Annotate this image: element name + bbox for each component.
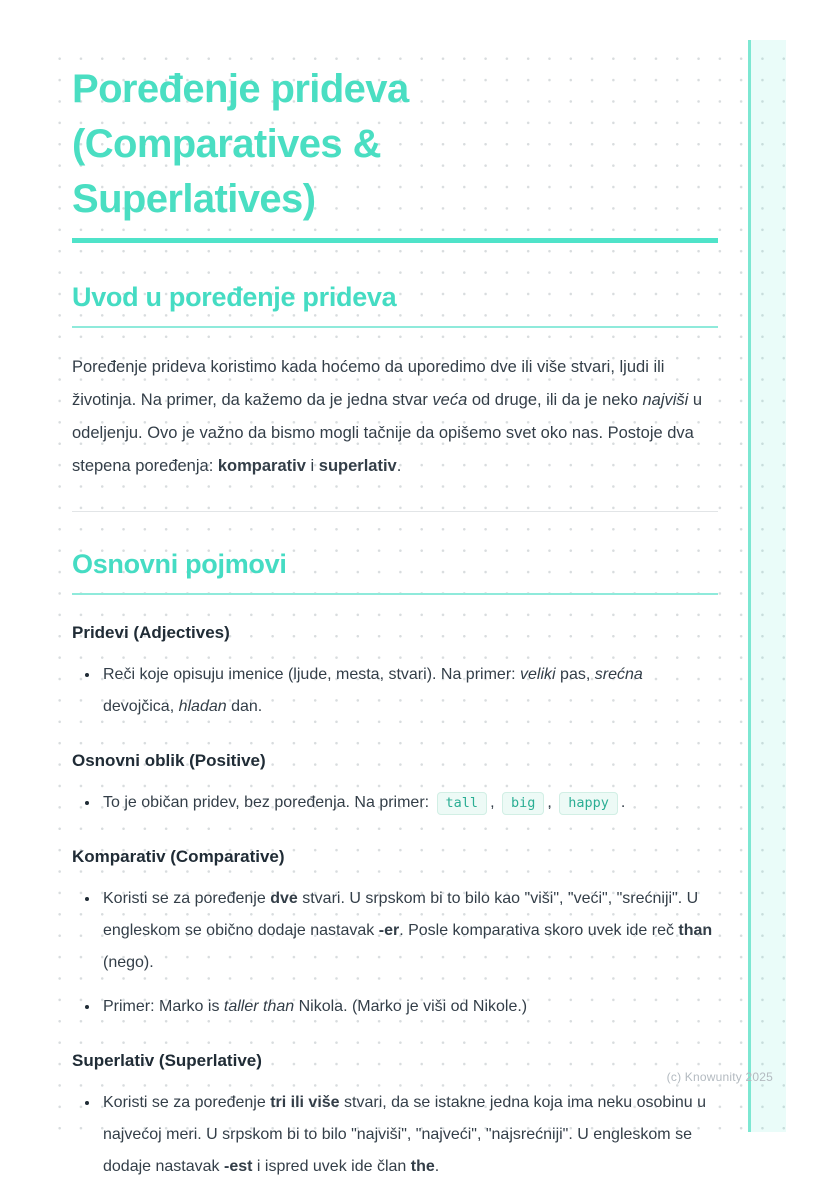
code-badge: big	[502, 792, 544, 815]
margin-line	[748, 40, 751, 1132]
text-run: the	[410, 1158, 435, 1175]
bullet-list	[72, 883, 718, 1023]
text-run: Koristi se za poređenje	[103, 890, 271, 907]
text-run: veliki	[520, 666, 556, 683]
text-run: Reči koje opisuju imenice (ljude, mesta, stvari). Na primer:	[103, 666, 521, 683]
code-badge: tall	[437, 792, 488, 815]
text-run: i ispred uvek ide član	[252, 1158, 411, 1175]
sub-heading: Superlativ (Superlative)	[72, 1051, 262, 1070]
copyright: (c) Knowunity 2025	[666, 1070, 773, 1084]
text-run: .	[620, 794, 626, 811]
sections	[72, 281, 718, 1183]
text-run: Poređenje prideva koristimo kada hoćemo da uporedimo dve ili više stvari, ljudi ili životinja. Na primer, da kažemo da je jedna stvar	[72, 358, 665, 409]
margin-strip	[751, 40, 786, 1132]
text-run: taller than	[223, 998, 295, 1015]
text-run: devojčica,	[103, 698, 179, 715]
paragraph	[72, 351, 718, 483]
section	[72, 281, 718, 483]
section-heading: Osnovni pojmovi	[72, 548, 718, 595]
text-run: .	[396, 457, 402, 475]
text-run: i	[305, 457, 319, 475]
text-run: pas,	[555, 666, 595, 683]
page-title-line-2: (Comparatives &	[72, 122, 381, 166]
text-run: .	[434, 1158, 440, 1175]
text-run: -est	[223, 1158, 253, 1175]
text-run: srećna	[594, 666, 643, 683]
note-content	[72, 40, 718, 1183]
text-run: Nikola. (Marko je viši od Nikole.)	[294, 998, 528, 1015]
text-run: tri ili više	[270, 1094, 340, 1111]
bullet-item	[100, 991, 718, 1023]
text-run: hladan	[178, 698, 227, 715]
section	[72, 511, 718, 1183]
bullet-list	[72, 659, 718, 723]
bullet-list	[72, 1087, 718, 1183]
bullet-item	[100, 659, 718, 723]
note-page	[42, 40, 786, 1175]
text-run: stvari. U srpskom bi to bilo kao "viši", "veći", "srećniji". U engleskom se obično dodaje nastavak	[103, 890, 699, 939]
text-run: -er	[378, 922, 400, 939]
text-run: To je običan pridev, bez poređenja. Na primer:	[103, 794, 434, 811]
text-run: ,	[490, 794, 499, 811]
sub-heading: Komparativ (Comparative)	[72, 847, 285, 866]
text-run: dan.	[226, 698, 263, 715]
page-title	[72, 62, 718, 227]
text-run: u odeljenju. Ovo je važno da bismo mogli tačnije da opišemo svet oko nas. Postoje dva stepena poređenja:	[72, 391, 703, 475]
title-rule	[72, 238, 718, 243]
code-badge: happy	[559, 792, 618, 815]
bullet-item	[100, 1087, 718, 1183]
text-run: ,	[547, 794, 557, 811]
section-heading: Uvod u poređenje prideva	[72, 281, 718, 328]
text-run: . Posle komparativa skoro uvek ide reč	[399, 922, 679, 939]
text-run: komparativ	[217, 457, 306, 475]
page-title-line-3: Superlatives)	[72, 177, 316, 221]
text-run: dve	[270, 890, 298, 907]
sub-heading: Pridevi (Adjectives)	[72, 623, 230, 642]
text-run: od druge, ili da je neko	[467, 391, 643, 409]
text-run: veća	[432, 391, 468, 409]
text-run: stvari, da se istakne jedna koja ima neku osobinu u najvećoj meri. U srpskom bi to bilo "najviši", "najveći", "najsrećniji". U engleskom se dodaje nastavak	[103, 1094, 707, 1175]
text-run: (nego).	[103, 954, 154, 971]
text-run: Koristi se za poređenje	[103, 1094, 271, 1111]
text-run: najviši	[642, 391, 689, 409]
bullet-item	[100, 787, 718, 819]
text-run: Primer: Marko is	[103, 998, 224, 1015]
text-run: superlativ	[318, 457, 397, 475]
page-title-line-1: Poređenje prideva	[72, 67, 409, 111]
sub-heading: Osnovni oblik (Positive)	[72, 751, 266, 770]
bullet-list	[72, 787, 718, 819]
text-run: than	[678, 922, 713, 939]
bullet-item	[100, 883, 718, 979]
